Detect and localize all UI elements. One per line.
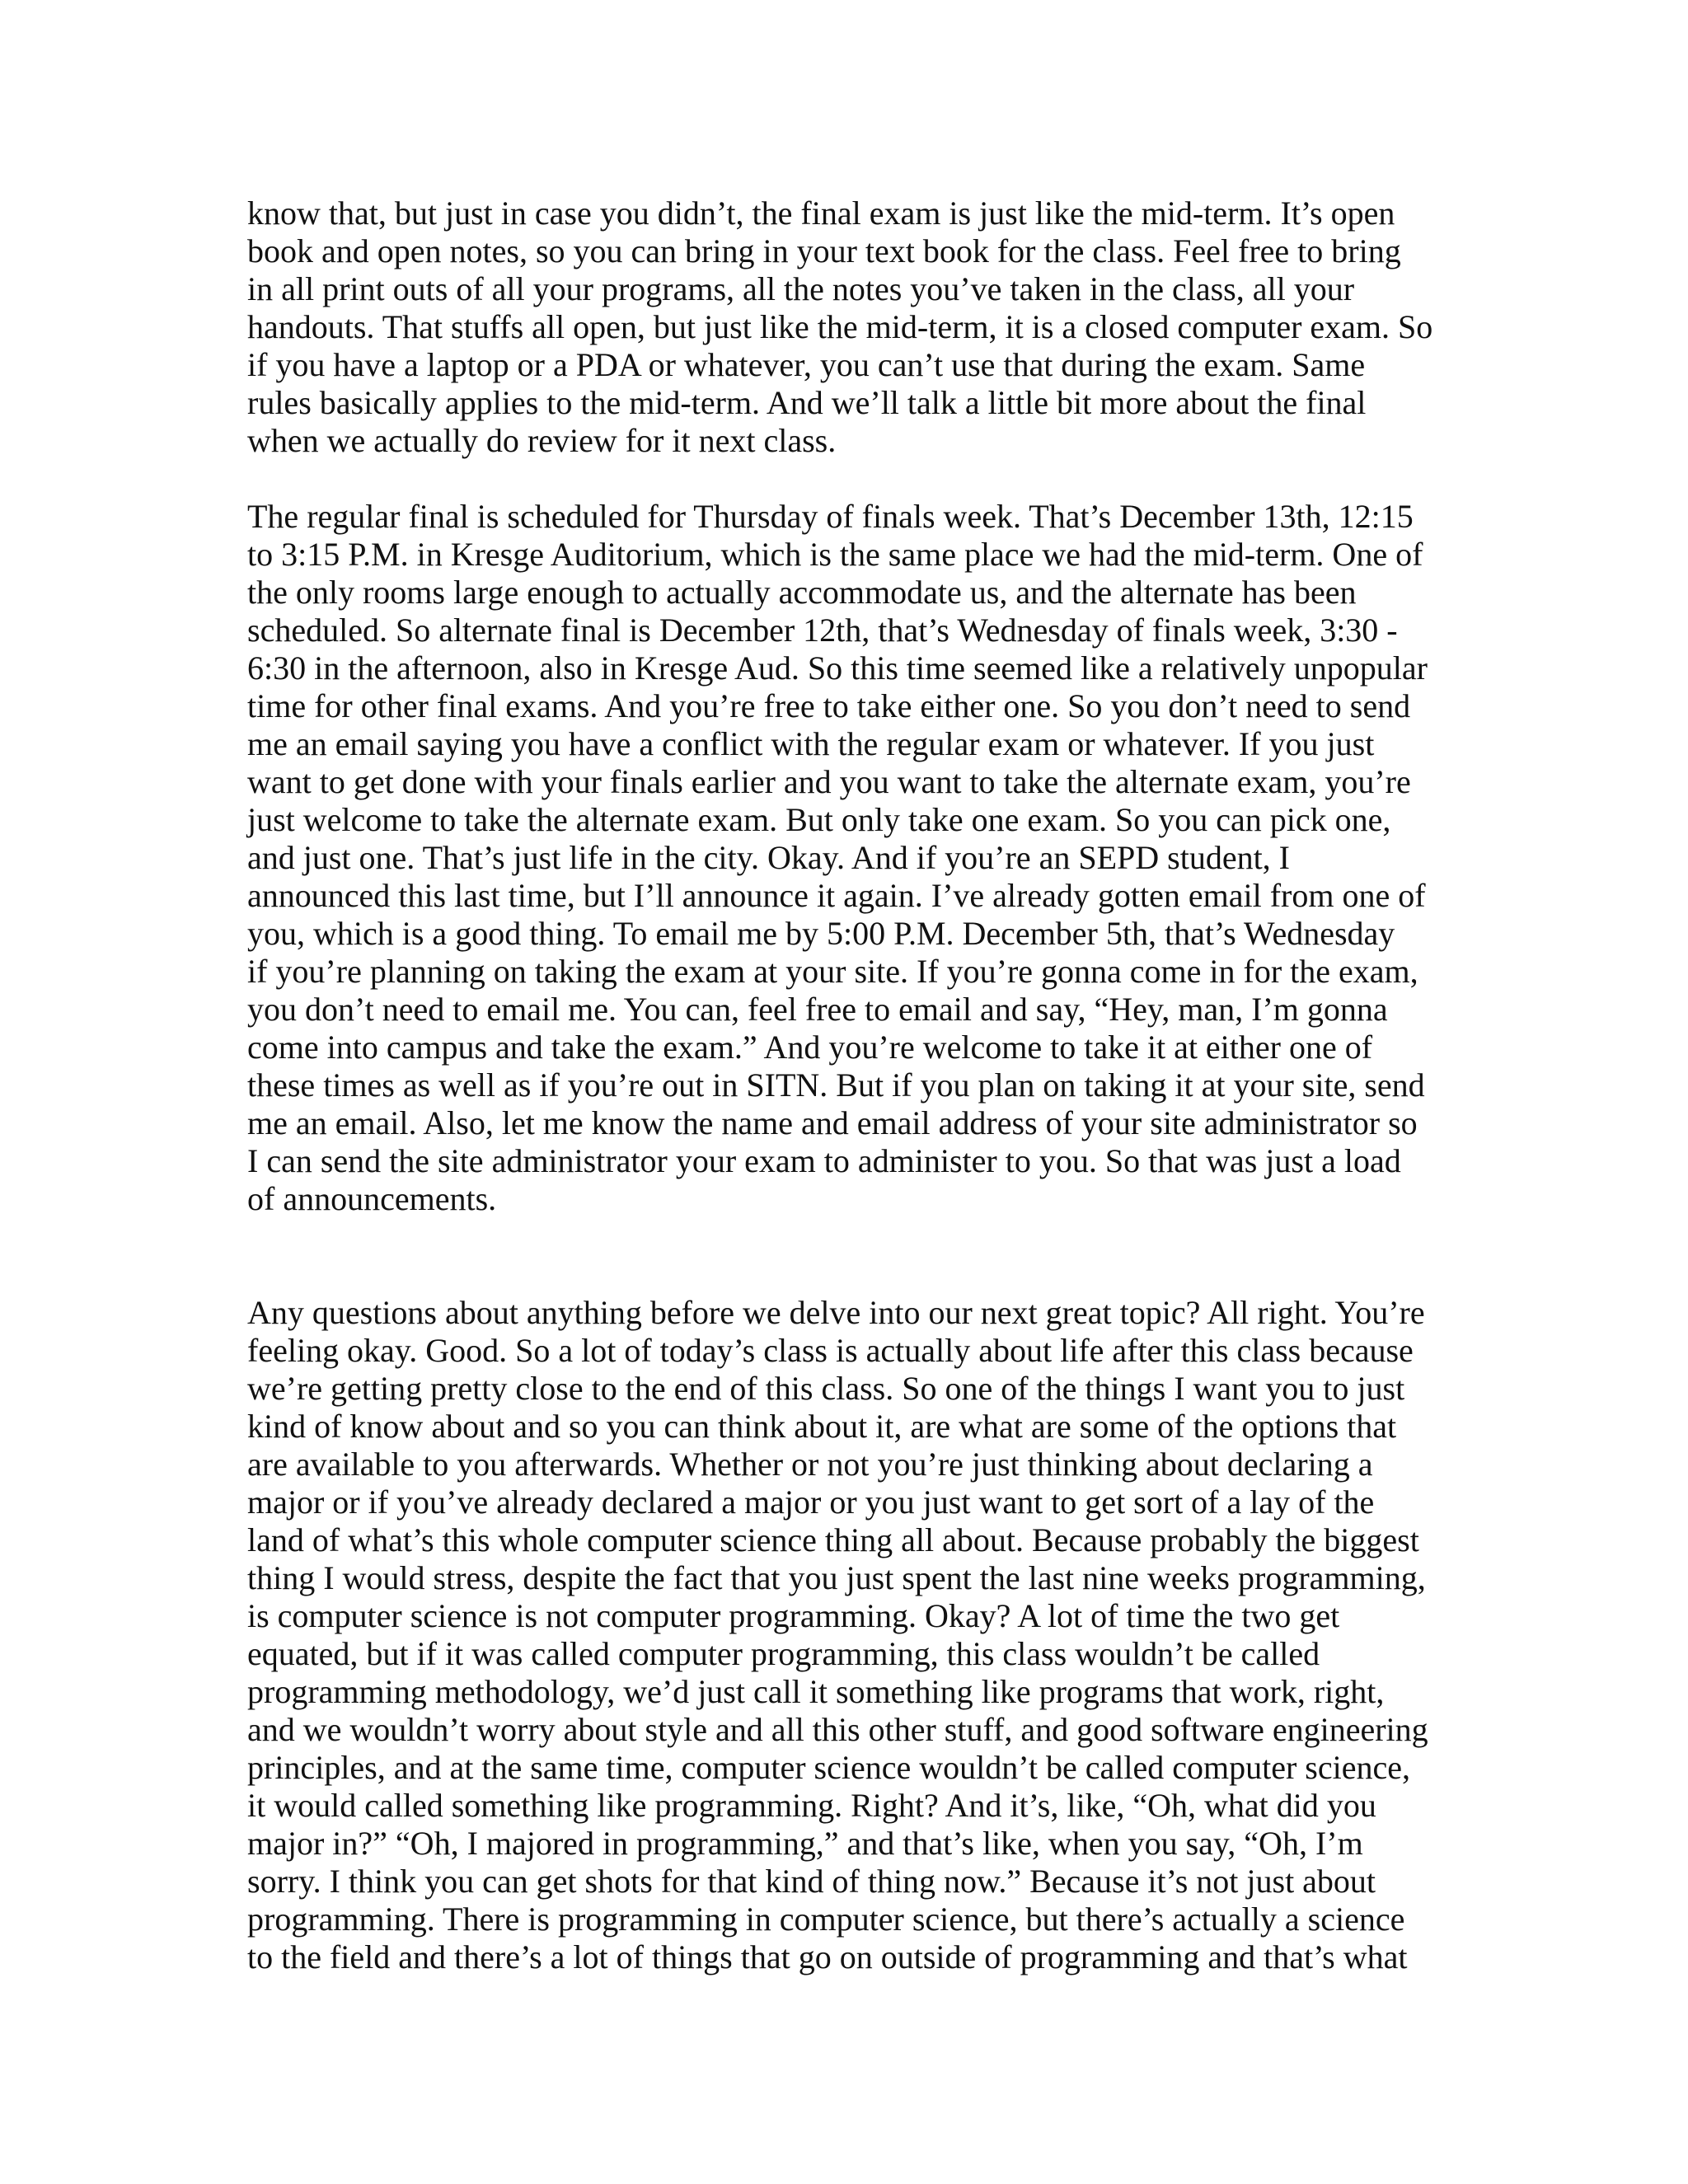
text-line: rules basically applies to the mid-term. And we’ll talk a little bit more about the final (247, 384, 1367, 421)
text-line: if you’re planning on taking the exam at your site. If you’re gonna come in for the exam, (247, 953, 1418, 990)
text-line: sorry. I think you can get shots for that kind of thing now.” Because it’s not just about (247, 1863, 1376, 1900)
paragraph-exam-format (247, 194, 1442, 460)
text-line: you don’t need to email me. You can, feel free to email and say, “Hey, man, I’m gonna (247, 991, 1388, 1028)
text-line: and we wouldn’t worry about style and all this other stuff, and good software engineering (247, 1711, 1428, 1748)
text-line: to 3:15 P.M. in Kresge Auditorium, which is the same place we had the mid-term. One of (247, 536, 1423, 573)
text-line: me an email. Also, let me know the name and email address of your site administrator so (247, 1104, 1418, 1141)
text-line: come into campus and take the exam.” And you’re welcome to take it at either one of (247, 1029, 1373, 1066)
text-line: when we actually do review for it next class. (247, 422, 837, 459)
text-line: in all print outs of all your programs, all the notes you’ve taken in the class, all your (247, 270, 1355, 307)
text-line: announced this last time, but I’ll announce it again. I’ve already gotten email from one of (247, 877, 1426, 914)
text-line: and just one. That’s just life in the city. Okay. And if you’re an SEPD student, I (247, 839, 1290, 876)
text-line: just welcome to take the alternate exam. But only take one exam. So you can pick one, (247, 801, 1391, 838)
text-line: equated, but if it was called computer programming, this class wouldn’t be called (247, 1635, 1320, 1672)
text-line: feeling okay. Good. So a lot of today’s class is actually about life after this class because (247, 1332, 1414, 1369)
document-page (247, 194, 1442, 2014)
text-line: you, which is a good thing. To email me by 5:00 P.M. December 5th, that’s Wednesday (247, 915, 1395, 952)
text-line: these times as well as if you’re out in SITN. But if you plan on taking it at your site, send (247, 1066, 1425, 1104)
text-line: programming methodology, we’d just call it something like programs that work, right, (247, 1673, 1385, 1710)
text-line: time for other final exams. And you’re free to take either one. So you don’t need to send (247, 687, 1411, 724)
text-line: principles, and at the same time, computer science wouldn’t be called computer science, (247, 1749, 1410, 1786)
text-line: thing I would stress, despite the fact that you just spent the last nine weeks programming, (247, 1559, 1426, 1596)
text-line: to the field and there’s a lot of things that go on outside of programming and that’s what (247, 1938, 1408, 1975)
text-line: it would called something like programming. Right? And it’s, like, “Oh, what did you (247, 1787, 1376, 1824)
text-line: book and open notes, so you can bring in your text book for the class. Feel free to bring (247, 232, 1401, 269)
text-line: me an email saying you have a conflict with the regular exam or whatever. If you just (247, 725, 1375, 762)
text-line: I can send the site administrator your exam to administer to you. So that was just a load (247, 1142, 1401, 1179)
text-line: handouts. That stuffs all open, but just like the mid-term, it is a closed computer exam. So (247, 308, 1433, 345)
text-line: programming. There is programming in computer science, but there’s actually a science (247, 1900, 1405, 1938)
text-line: major in?” “Oh, I majored in programming,” and that’s like, when you say, “Oh, I’m (247, 1825, 1363, 1862)
text-line: want to get done with your finals earlier and you want to take the alternate exam, you’re (247, 763, 1411, 800)
text-line: scheduled. So alternate final is December 12th, that’s Wednesday of finals week, 3:30 - (247, 612, 1398, 649)
text-line: major or if you’ve already declared a major or you just want to get sort of a lay of the (247, 1483, 1375, 1521)
text-line (247, 1218, 1442, 1256)
text-line: 6:30 in the afternoon, also in Kresge Aud. So this time seemed like a relatively unpopular (247, 649, 1428, 687)
text-line: if you have a laptop or a PDA or whatever, you can’t use that during the exam. Same (247, 346, 1366, 383)
text-line: is computer science is not computer programming. Okay? A lot of time the two get (247, 1597, 1340, 1634)
text-line: of announcements. (247, 1180, 497, 1217)
paragraph-computer-science (247, 1294, 1442, 1976)
text-line: The regular final is scheduled for Thursday of finals week. That’s December 13th, 12:15 (247, 498, 1414, 535)
paragraph-exam-schedule (247, 498, 1442, 1256)
text-line: are available to you afterwards. Whether or not you’re just thinking about declaring a (247, 1446, 1373, 1483)
text-line: know that, but just in case you didn’t, the final exam is just like the mid-term. It’s open (247, 194, 1395, 232)
text-line: the only rooms large enough to actually accommodate us, and the alternate has been (247, 574, 1357, 611)
text-line: land of what’s this whole computer science thing all about. Because probably the biggest (247, 1521, 1419, 1558)
text-line: Any questions about anything before we delve into our next great topic? All right. You’re (247, 1294, 1425, 1331)
text-line: we’re getting pretty close to the end of this class. So one of the things I want you to just (247, 1370, 1405, 1407)
text-line: kind of know about and so you can think about it, are what are some of the options that (247, 1408, 1397, 1445)
